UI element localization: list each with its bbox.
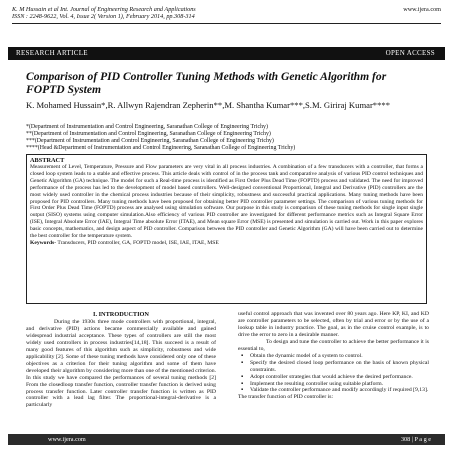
keywords — [30, 240, 423, 247]
right-column — [238, 311, 429, 401]
introduction-paragraph: During the 1930s three mode controllers with proportional, integral, and derivative (PID) actions became commercially available and gained widespread industrial acceptance. These types of controllers are still the most widely used controllers in process industries[14,18]. This succeed is a result of many good features of this algorithm such as simplicity, robustness and wide applicability [2]. Some of these tuning methods have considered only one of these objectives as a criterion for their tuning algorithm and some of them have developed their algorithm by considering more than one of the mentioned criterion. In this study we have compared the performances of several tuning methods [2] From the closedloop transfer function, controller transfer function is derived using process transfer function. Later controller transfer function is written as PID controller with a lead lag filter. The proportional-integral-derivative is a particularly — [26, 319, 216, 409]
bullet-item: ▪ Adopt controller strategies that would achieve the desired performance. — [238, 374, 429, 381]
citation-line-1: K. M Hussain et al Int. Journal of Engineering Research and Applications — [12, 6, 196, 13]
abstract-box — [26, 154, 427, 304]
citation-line-2: ISSN : 2248-9622, Vol. 4, Issue 2( Version 1), February 2014, pp.308-314 — [12, 13, 195, 21]
right-paragraph-3: The transfer function of PID controller is: — [238, 394, 334, 401]
journal-header — [12, 6, 441, 21]
affiliation-3: ***(Department of Instrumentation and Control Engineering, Saranathan College of Engineering Trichy) — [26, 138, 274, 145]
page-footer — [8, 434, 445, 445]
banner-access: OPEN ACCESS — [385, 49, 435, 57]
bullet-item: ▪ Implement the resulting controller using suitable platform. — [238, 381, 429, 388]
abstract-text: Measurement of Level, Temperature, Pressure and Flow parameters are very vital in all process industries. A combination of a few transducers with a controller, that forms a closed loop system leads to a stable and effective process. This article deals with control of in the process tank and comparative analysis of various PID control techniques and Genetic Algorithm (GA) technique. The model for such a Real-time process is identified as First Order Plus Dead Time (FOPTD) process and validated. The need for improved performance of the process has led to the development of model based controllers. Well-designed conventional Proportional, Integral and Derivative (PID) controllers are the most widely used controller in the chemical process industries because of their simplicity, robustness and successful practical applications. Many tuning methods have been proposed for PID controllers. Many tuning methods have been proposed for obtaining better PID controller parameter settings. The comparison of various tuning methods for First Order Plus Dead Time (FOPTD) process are analysed using simulation software. Our purpose in this study is comparison of these tuning methods for single input single output (SISO) systems using computer simulation.Also efficiency of various PID controller are investigated for different performance metrics such as Integral Square Error (ISE), Integral Absolute Error (IAE), Integral Time absolute Error (ITAE), and Mean square Error (MSE) is presented and simulation is carried out. Work in this paper explores basic concepts, mathematics, and design aspect of PID controller. Comparison between the PID controller and Genetic Algorithm (GA) will have been carried out to determine the best controller for the temperature system. — [30, 164, 423, 240]
bullet-item: ▪ Obtain the dynamic model of a system to control. — [238, 353, 429, 360]
banner-article-type: RESEARCH ARTICLE — [16, 49, 88, 57]
footer-site-link[interactable]: www.ijera.com — [48, 436, 86, 443]
affiliation-4: ****(Head &Department of Instrumentation and Control Engineering, Saranathan College of Engineering Trichy) — [26, 145, 296, 152]
right-paragraph-1: useful control approach that was invented over 80 years ago. Here KP, KI, and KD are controller parameters to be selected, often by trial and error or by the use of a lookup table in industry practice. The goal, as in the cruise control example, is to drive the error to zero in a desirable manner. — [238, 311, 429, 338]
bullet-item: ▪ Specify the desired closed loop performance on the basis of known physical constraints. — [238, 360, 429, 374]
affiliation-2: **(Department of Instrumentation and Control Engineering, Saranathan College of Engineering Trichy) — [26, 131, 271, 138]
bullet-item: ▪ Validate the controller performance and modify accordingly if required [9,13]. — [238, 387, 429, 394]
affiliation-1: *(Department of Instrumentation and Control Engineering, Saranathan College of Engineering Trichy) — [26, 124, 268, 130]
left-column — [26, 311, 216, 409]
footer-page-number: 308 | P a g e — [400, 436, 431, 443]
paper-authors: K. Mohamed Hussain*,R. Allwyn Rajendran Zepherin**,M. Shantha Kumar***,S.M. Giriraj Kumar**** — [26, 100, 390, 110]
keywords-list: Transducers, PID controller, GA, FOPTD model, ISE, IAE, ITAE, MSE — [57, 239, 219, 246]
keywords-label: Keywords- — [30, 239, 57, 246]
journal-site-link[interactable]: www.ijera.com — [403, 6, 441, 13]
abstract-heading: ABSTRACT — [30, 157, 65, 164]
header-divider — [12, 23, 441, 24]
affiliations — [26, 124, 427, 152]
paper-title: Comparison of PID Controller Tuning Methods with Genetic Algorithm for FOPTD System — [26, 70, 387, 96]
right-paragraph-2: To design and tune the controller to achieve the better performance it is essential to, — [238, 338, 429, 352]
article-banner — [8, 47, 445, 60]
section-title-introduction: I. INTRODUCTION — [93, 311, 149, 318]
